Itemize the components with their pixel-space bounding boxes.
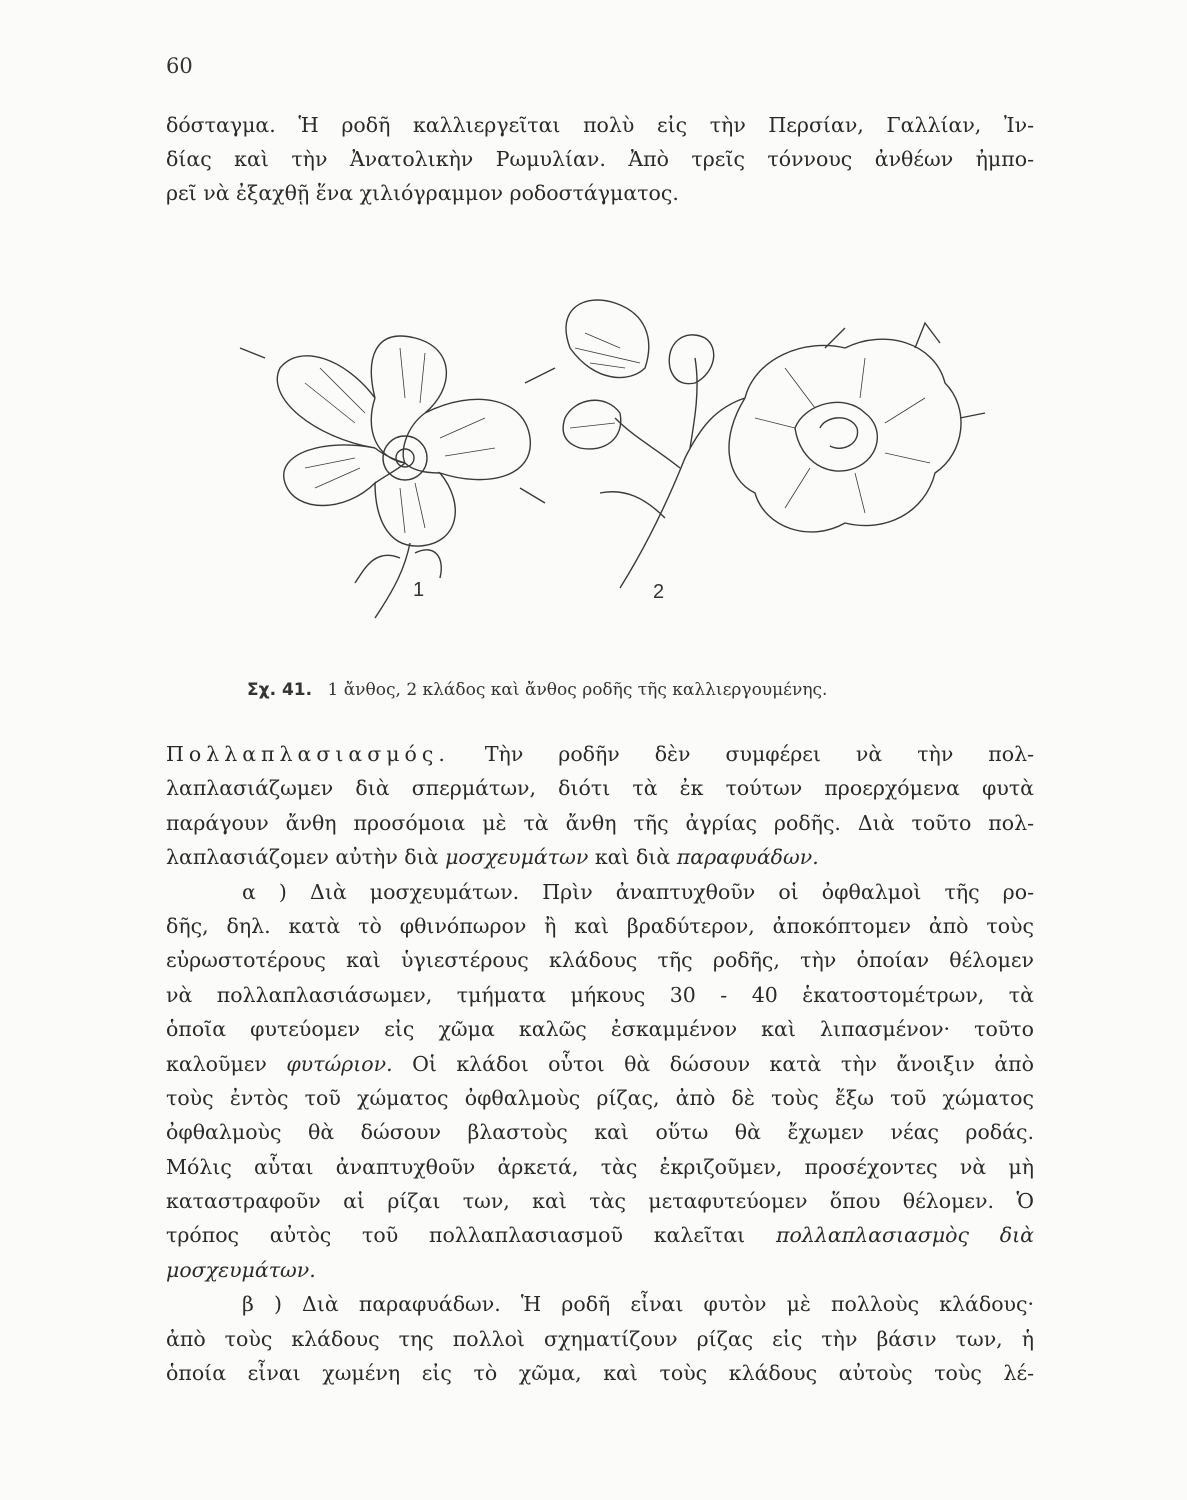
figure-label-1: 1 <box>413 579 425 601</box>
text-line <box>166 1218 1034 1252</box>
text-line <box>166 1253 1034 1287</box>
text-line <box>166 840 1034 874</box>
italic-term: μοσχευμάτων. <box>166 1257 316 1282</box>
caption-label: Σχ. 41. <box>247 680 313 700</box>
italic-term: φυτώριον. <box>286 1051 393 1076</box>
text-line: νὰ πολλαπλασιάσωμεν, τμήματα μήκους 30 - 40 ἑκατοστομέτρων, τὰ <box>166 982 1034 1007</box>
text-line: ὁποία εἶναι χωμένη εἰς τὸ χῶμα, καὶ τοὺς κλάδους αὐτοὺς τοὺς λέ- <box>166 1361 1034 1386</box>
text-line <box>166 1047 1034 1081</box>
text-line: καταστραφοῦν αἱ ρίζαι των, καὶ τὰς μεταφυτεύομεν ὅπου θέλομεν. Ὁ <box>166 1189 1034 1214</box>
text-span: Οἱ κλάδοι οὗτοι θὰ δώσουν κατὰ τὴν ἄνοιξιν ἀπὸ <box>412 1051 1034 1076</box>
text-line: τοὺς ἐντὸς τοῦ χώματος ὀφθαλμοὺς ρίζας, ἀπὸ δὲ τοὺς ἔξω τοῦ χώματος <box>166 1085 1034 1110</box>
text-span: τρόπος αὐτὸς τοῦ πολλαπλασιασμοῦ καλεῖται <box>166 1223 746 1248</box>
text-span: λαπλασιάζομεν αὐτὴν διὰ <box>166 845 439 870</box>
section-heading: Πολλαπλασιασμός. <box>166 742 450 766</box>
text-line: λαπλασιάζωμεν διὰ σπερμάτων, διότι τὰ ἐκ τούτων προερχόμενα φυτὰ <box>166 776 1034 801</box>
text-line <box>166 737 1034 771</box>
text-line: Μόλις αὗται ἀναπτυχθοῦν ἀρκετά, τὰς ἐκριζοῦμεν, προσέχοντες νὰ μὴ <box>166 1154 1034 1179</box>
text-line: εὐρωστοτέρους καὶ ὑγιεστέρους κλάδους τῆς ροδῆς, τὴν ὁποίαν θέλομεν <box>166 948 1034 973</box>
text-line: α ) Διὰ μοσχευμάτων. Πρὶν ἀναπτυχθοῦν οἱ ὀφθαλμοὶ τῆς ρο- <box>242 879 1034 904</box>
text-line: ρεῖ νὰ ἐξαχθῇ ἕνα χιλιόγραμμον ροδοστάγματος. <box>166 181 679 205</box>
text-span: Τὴν ροδῆν δὲν συμφέρει νὰ τὴν πολ- <box>484 742 1034 766</box>
rose-illustration <box>225 288 995 628</box>
page-number: 60 <box>166 54 193 78</box>
text-line: ὀφθαλμοὺς θὰ δώσουν βλαστοὺς καὶ οὕτω θὰ ἔχωμεν νέας ροδάς. <box>166 1120 1034 1145</box>
text-line: ὁποῖα φυτεύομεν εἰς χῶμα καλῶς ἐσκαμμένον καὶ λιπασμένον· τοῦτο <box>166 1017 1034 1042</box>
caption-text: 1 ἄνθος, 2 κλάδος καὶ ἄνθος ροδῆς τῆς καλλιεργουμένης. <box>327 680 828 700</box>
cultivated-rose-branch-drawing <box>563 300 985 588</box>
intro-paragraph <box>166 108 1034 210</box>
text-line: παράγουν ἄνθη προσόμοια μὲ τὰ ἄνθη τῆς ἀγρίας ροδῆς. Διὰ τοῦτο πολ- <box>166 810 1034 835</box>
italic-term: μοσχευμάτων <box>445 845 589 870</box>
italic-term: παραφυάδων. <box>676 845 819 870</box>
text-line: β ) Διὰ παραφυάδων. Ἡ ροδῆ εἶναι φυτὸν μὲ πολλοὺς κλάδους· <box>242 1292 1034 1317</box>
text-line: δῆς, δηλ. κατὰ τὸ φθινόπωρον ἢ καὶ βραδύτερον, ἀποκόπτομεν ἀπὸ τοὺς <box>166 913 1034 938</box>
figure-label-2: 2 <box>653 581 665 603</box>
text-line: δίας καὶ τὴν Ἀνατολικὴν Ρωμυλίαν. Ἀπὸ τρεῖς τόννους ἀνθέων ἠμπο- <box>166 147 1034 171</box>
wild-rose-flower-drawing <box>240 336 555 618</box>
text-line: δόσταγμα. Ἡ ροδῆ καλλιεργεῖται πολὺ εἰς τὴν Περσίαν, Γαλλίαν, Ἰν- <box>166 113 1034 137</box>
text-span: καὶ διὰ <box>594 845 671 870</box>
rose-drawing <box>225 288 995 628</box>
text-line: ἀπὸ τοὺς κλάδους της πολλοὶ σχηματίζουν ρίζας εἰς τὴν βάσιν των, ἡ <box>166 1326 1034 1351</box>
italic-term: πολλαπλασιασμὸς διὰ <box>776 1223 1034 1248</box>
text-span: καλοῦμεν <box>166 1051 267 1076</box>
body-text <box>166 737 1034 1390</box>
figure-caption <box>247 680 827 700</box>
